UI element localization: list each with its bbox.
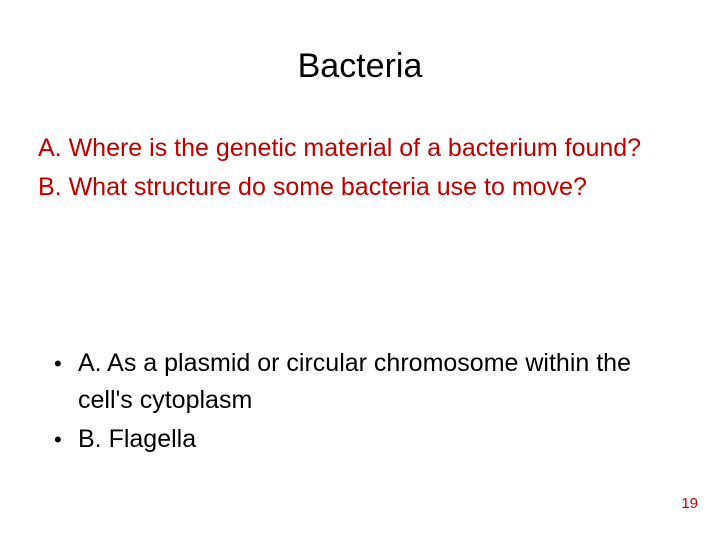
page-number: 19 bbox=[681, 495, 698, 512]
list-item-label: B. Flagella bbox=[78, 425, 197, 453]
bullet-icon: • bbox=[54, 351, 62, 376]
answer-list bbox=[44, 345, 684, 460]
list-item: B. What structure do some bacteria use to move? bbox=[38, 173, 587, 201]
list-item bbox=[44, 421, 684, 458]
question-list bbox=[38, 130, 682, 208]
list-item: A. Where is the genetic material of a bacterium found? bbox=[38, 134, 642, 162]
list-item bbox=[44, 345, 684, 419]
page-title: Bacteria bbox=[297, 47, 423, 85]
bullet-icon: • bbox=[54, 427, 62, 452]
list-item-label: A. As a plasmid or circular chromosome within the cell's cytoplasm bbox=[78, 349, 631, 414]
